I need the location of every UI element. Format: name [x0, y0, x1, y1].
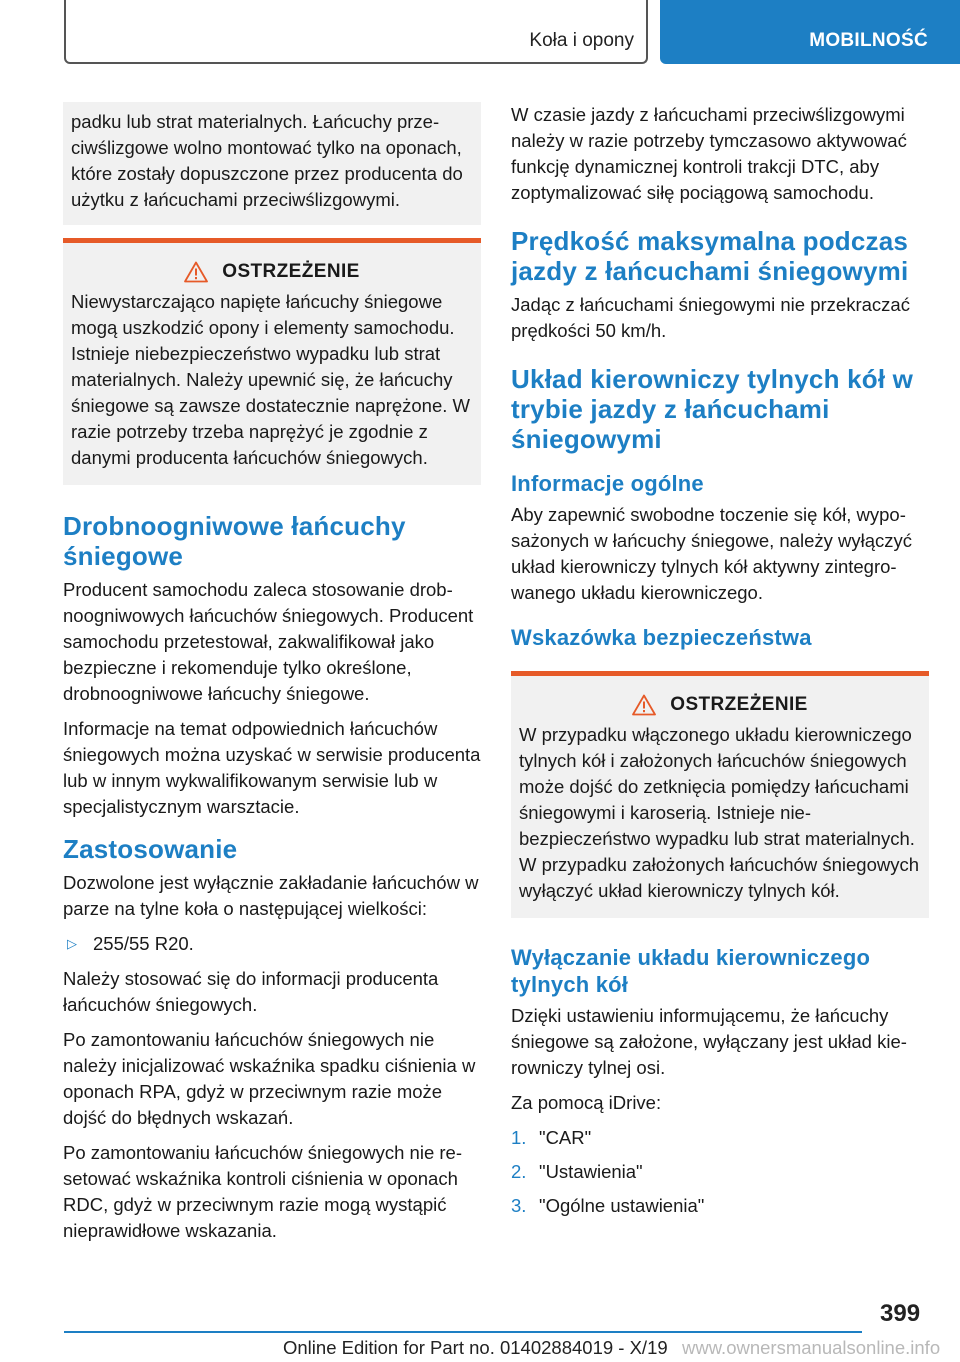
paragraph: Producent samochodu zaleca stosowanie drobnoogniwowych łańcuchów śniegowych. Producent samochodu przetestował, zakwalifikował jako bezpieczne i rekomenduje tylko określone, drobnoogniwowe łańcuchy śniegowe.	[63, 579, 474, 704]
warning-header	[71, 261, 473, 283]
paragraph: Za pomocą iDrive:	[511, 1092, 662, 1113]
step-item	[511, 1193, 929, 1219]
paragraph: Dozwolone jest wyłącznie zakładanie łańcuchów w parze na tylne koła o następującej wielkości:	[63, 872, 479, 919]
note-text: padku lub strat materialnych. Łańcuchy przeciwślizgowe wolno montować tylko na oponach, które zostały dopuszczone przez producenta do użytku z łańcuchami przeciwślizgowymi.	[71, 111, 463, 210]
bullet-text: 255/55 R20.	[93, 933, 194, 954]
warning-triangle-icon	[184, 261, 208, 283]
heading-usage: Zastosowanie	[63, 834, 238, 864]
step-number: 1.	[511, 1127, 527, 1148]
paragraph: Po zamontowaniu łańcuchów śniegowych nie resetować wskaźnika kontroli ciśnienia w oponach RDC, gdyż w przeciwnym razie mogą wystąpić nieprawidłowe wskazania.	[63, 1142, 463, 1241]
right-column	[511, 102, 929, 1227]
bullet-item	[63, 931, 481, 957]
footer-watermark: www.ownersmanualsonline.info	[682, 1337, 941, 1358]
step-item	[511, 1125, 929, 1151]
warning-title: OSTRZEŻENIE	[222, 261, 360, 282]
heading-disable-rear-steering: Wyłączanie układu kierowniczego tylnych kół	[511, 945, 871, 997]
left-column	[63, 102, 481, 1253]
warning-text: Niewystarczająco napięte łańcuchy śniegowe mogą uszkodzić opony i elementy samochodu. Istnieje niebezpieczeństwo wypadku lub strat materialnych. Należy upewnić się, że łańcuchy śniegowe są zawsze dostatecznie naprężone. W razie potrzeby trzeba naprężyć je zgodnie z danymi producenta łańcuchów śniegowych.	[71, 291, 470, 468]
page-number: 399	[880, 1300, 921, 1327]
header-section-title: Koła i opony	[529, 30, 634, 51]
step-number: 2.	[511, 1161, 527, 1182]
warning-text: W przypadku włączonego układu kierowniczego tylnych kół i założonych łańcuchów śniegowych może dojść do zetknięcia pomiędzy łańcuchami śniegowymi i karoserią. Istnieje niebezpieczeństwo wypadku lub strat materialnych. W przypadku założonych łańcuchów śniegowych wyłączyć układ kierowniczy tylnych kół.	[519, 724, 920, 901]
footer-edition: Online Edition for Part no. 01402884019 - X/19	[283, 1337, 668, 1358]
header-chapter-tab	[660, 0, 960, 64]
warning-title: OSTRZEŻENIE	[670, 694, 808, 715]
paragraph: Należy stosować się do informacji producenta łańcuchów śniegowych.	[63, 968, 439, 1015]
paragraph: W czasie jazdy z łańcuchami przeciwślizgowymi należy w razie potrzeby tymczasowo aktywować funkcję dynamicznej kontroli trakcji DTC, aby zoptymalizować siłę pociągową samochodu.	[511, 104, 907, 203]
step-text: "Ogólne ustawienia"	[539, 1195, 705, 1216]
warning-triangle-icon	[632, 694, 656, 716]
step-text: "CAR"	[539, 1127, 592, 1148]
heading-safety-note: Wskazówka bezpieczeństwa	[511, 625, 812, 650]
step-item	[511, 1159, 929, 1185]
idrive-steps	[511, 1125, 929, 1219]
bullet-arrow-icon: ▷	[67, 936, 77, 951]
footer-divider	[64, 1331, 862, 1333]
warning-header	[519, 694, 921, 716]
step-text: "Ustawienia"	[539, 1161, 643, 1182]
warning-box-rear-steering	[511, 671, 929, 918]
warning-box-tension	[63, 238, 481, 485]
note-box	[63, 102, 481, 225]
heading-fine-link-chains: Drobnoogniwowe łańcuchy śniegowe	[63, 511, 406, 571]
paragraph: Informacje na temat odpowiednich łańcuchów śniegowych można uzyskać w serwisie producenta lub w innym wykwalifikowanym serwisie lub w specjalistycznym warsztacie.	[63, 718, 481, 817]
paragraph: Aby zapewnić swobodne toczenie się kół, wyposażonych w łańcuchy śniegowe, należy wyłączyć układ kierowniczy tylnych kół aktywny zintegrowanego układu kierowniczego.	[511, 504, 913, 603]
step-number: 3.	[511, 1195, 527, 1216]
heading-general-info: Informacje ogólne	[511, 471, 704, 496]
heading-rear-steering: Układ kierowniczy tylnych kół w trybie jazdy z łańcuchami śniegowymi	[511, 364, 914, 454]
paragraph: Po zamontowaniu łańcuchów śniegowych nie należy inicjalizować wskaźnika spadku ciśnienia w oponach RPA, gdyż w przeciwnym razie może dojść do błędnych wskazań.	[63, 1029, 476, 1128]
heading-max-speed: Prędkość maksymalna podczas jazdy z łańcuchami śniegowymi	[511, 226, 909, 286]
paragraph: Dzięki ustawieniu informującemu, że łańcuchy śniegowe są założone, wyłączany jest układ kierowniczy tylnej osi.	[511, 1005, 907, 1078]
header-chapter-title: MOBILNOŚĆ	[809, 30, 928, 51]
header-section-tab	[64, 0, 648, 64]
paragraph: Jadąc z łańcuchami śniegowymi nie przekraczać prędkości 50 km/h.	[511, 294, 910, 341]
